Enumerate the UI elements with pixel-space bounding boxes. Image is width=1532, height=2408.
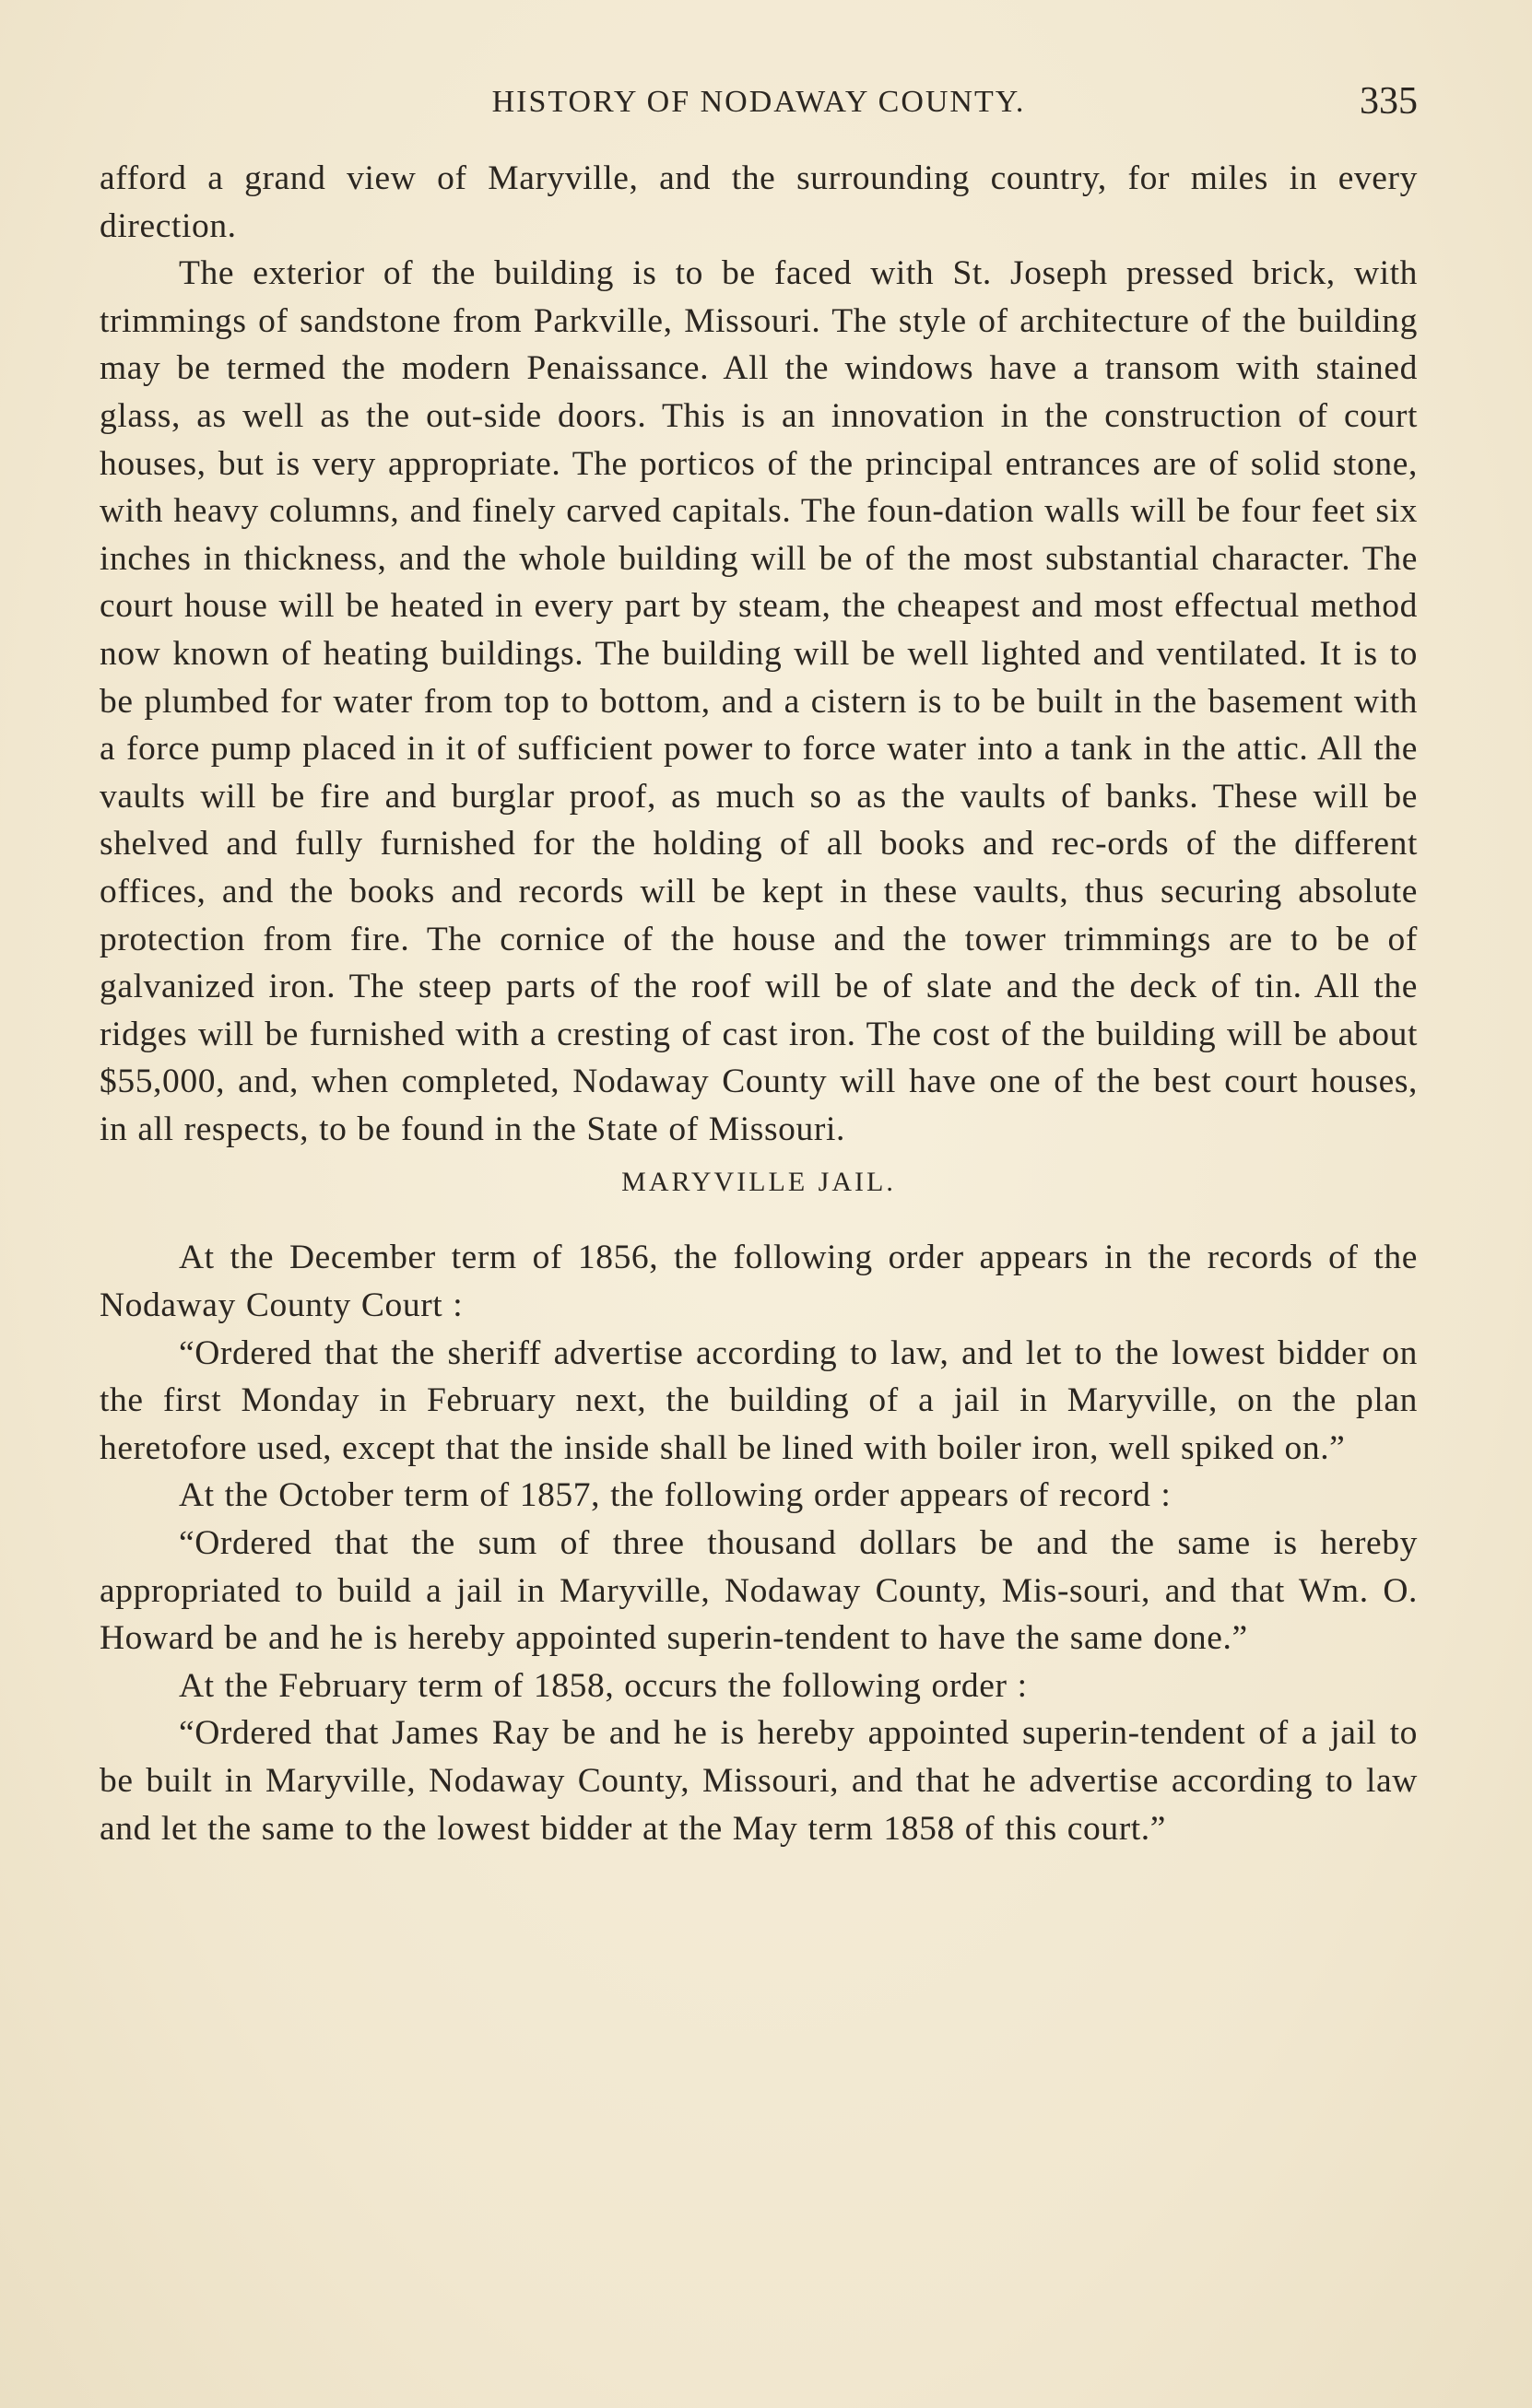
paragraph-continuation: afford a grand view of Maryville, and the surrounding country, for miles in every direction. xyxy=(100,159,1418,245)
quoted-order-sheriff: “Ordered that the sheriff advertise according to law, and let to the lowest bidder on the first Monday in February next, the building of a jail in Maryville, on the plan heretofore used, except that the inside shall be lined with boiler iron, well spiked on.” xyxy=(100,1333,1418,1467)
paragraph-october-term: At the October term of 1857, the following order appears of record : xyxy=(179,1476,1172,1515)
body-text xyxy=(100,155,1418,1852)
section-heading: MARYVILLE JAIL. xyxy=(621,1167,896,1198)
page-number: 335 xyxy=(1360,80,1418,123)
running-head: HISTORY OF NODAWAY COUNTY. xyxy=(491,85,1026,119)
quoted-order-james-ray: “Ordered that James Ray be and he is hereby appointed superin-tendent of a jail to be built in Maryville, Nodaway County, Missouri, and that he advertise according to law and let the same to the lowest bidder at the May term 1858 of this court.” xyxy=(100,1714,1418,1848)
paragraph-december-term: At the December term of 1856, the following order appears in the records of the Nodaway County Court : xyxy=(100,1239,1418,1325)
page-header xyxy=(100,77,1418,133)
paragraph-february-term: At the February term of 1858, occurs the following order : xyxy=(179,1666,1028,1705)
quoted-order-appropriation: “Ordered that the sum of three thousand dollars be and the same is hereby appropriated to build a jail in Maryville, Nodaway County, Mis-souri, and that Wm. O. Howard be and he is hereby appointed superin-tendent to have the same done.” xyxy=(100,1524,1418,1658)
paragraph-building-exterior: The exterior of the building is to be faced with St. Joseph pressed brick, with trimmings of sandstone from Parkville, Missouri. The style of architecture of the building may be termed the modern Penaissance. All the windows have a transom with stained glass, as well as the out-side doors. This is an innovation in the construction of court houses, but is very appropriate. The porticos of the principal entrances are of solid stone, with heavy columns, and finely carved capitals. The foun-dation walls will be four feet six inches in thickness, and the whole building will be of the most substantial character. The court house will be heated in every part by steam, the cheapest and most effectual method now known of heating buildings. The building will be well lighted and ventilated. It is to be plumbed for water from top to bottom, and a cistern is to be built in the basement with a force pump placed in it of sufficient power to force water into a tank in the attic. All the vaults will be fire and burglar proof, as much so as the vaults of banks. These will be shelved and fully furnished for the holding of all books and rec-ords of the different offices, and the books and records will be kept in these vaults, thus securing absolute protection from fire. The cornice of the house and the tower trimmings are to be of galvanized iron. The steep parts of the roof will be of slate and the deck of tin. All the ridges will be furnished with a cresting of cast iron. The cost of the building will be about $55,000, and, when completed, Nodaway County will have one of the best court houses, in all respects, to be found in the State of Missouri. xyxy=(100,254,1418,1148)
